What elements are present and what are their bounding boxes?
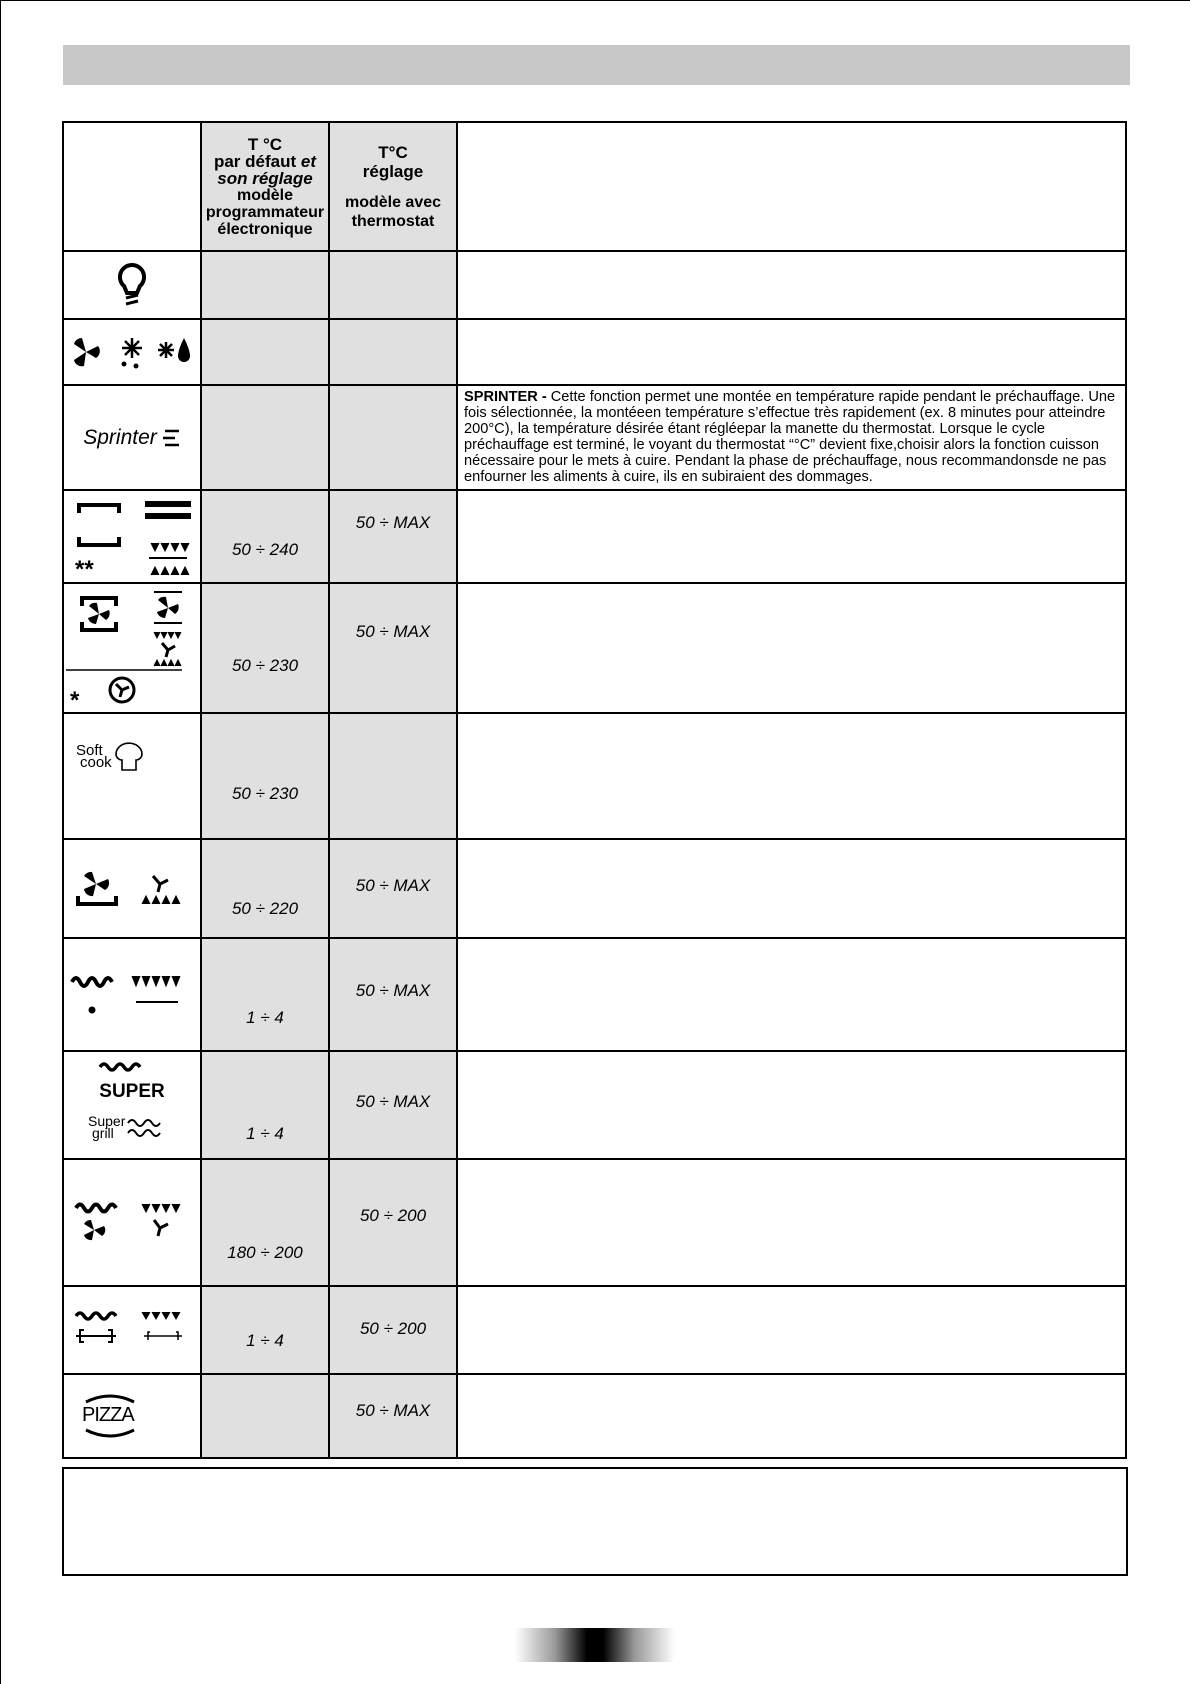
description-cell [457,713,1126,839]
description [458,1415,1125,1417]
description [458,536,1125,538]
description [458,1104,1125,1106]
table-row [63,1051,1126,1159]
temp-default: 1 ÷ 4 [246,1008,284,1027]
temp-default-cell [201,385,329,490]
table-row [63,1374,1126,1458]
description-cell [457,1286,1126,1374]
temp-thermostat-cell [329,1159,457,1286]
description-cell [457,1051,1126,1159]
icon-cell [63,319,201,385]
temp-thermostat-cell [329,319,457,385]
temp-thermostat-cell [329,1051,457,1159]
header-default-line2a: par défaut [213,151,297,171]
header-thermostat-line3: modèle avec [344,193,442,211]
temp-default-cell [201,713,329,839]
temp-thermostat-cell [329,839,457,938]
description [458,284,1125,286]
temp-thermostat-cell [329,1286,457,1374]
temp-default-cell [201,1159,329,1286]
grill-icon [64,970,200,1020]
description-cell [457,839,1126,938]
header-thermostat-line1: T°C [378,142,408,162]
header-default-line5: programmateur [205,203,325,221]
icon-cell [63,1051,201,1159]
icon-cell [63,1159,201,1286]
temp-default-cell [201,319,329,385]
description-cell [457,490,1126,583]
table-row [63,1159,1126,1286]
description-cell [457,251,1126,319]
temp-default-cell [201,490,329,583]
svg-text:*: * [70,687,80,710]
header-default-line1: T °C [247,134,283,154]
table-row [63,490,1126,583]
temp-default-cell [201,839,329,938]
header-thermostat-line2: réglage [362,161,424,181]
rotisserie-icon [64,1308,200,1352]
soft-cook-icon [76,744,156,780]
description: Cette fonction permet une montée en température rapide pendant le préchauffage. Une fois sélectionnée, la montéeen température s’effectue très rapidement (ex. 8 minutes pour atteindre 200°C), la température désirée étant régléepar la manette du thermostat. Lorsque le cycle préchauffage est terminé, le voyant du thermostat “°C” devient fixe,choisir alors la fonction cuisson nécessaire pour le mets à cuire. Pendant la phase de préchauffage, nous recommandonsde ne pas enfourner les aliments à cuire, ils en subiraient des dommages. [464,389,1116,485]
sprinter-label: Sprinter [83,425,157,449]
temp-thermostat: 50 ÷ MAX [355,876,431,895]
table-row [63,251,1126,319]
header-default-line4: modèle [236,186,293,204]
table-row [63,385,1126,490]
description [458,775,1125,777]
temp-thermostat: 50 ÷ 200 [359,1319,427,1338]
soft-label: Soft [76,742,103,759]
header-default-line2b: et [300,151,317,171]
temp-thermostat: 50 ÷ 200 [359,1206,427,1225]
temp-default: 50 ÷ 230 [231,656,299,675]
table-row [63,713,1126,839]
lamp-icon [64,260,200,310]
temp-default: 50 ÷ 240 [231,540,299,559]
page-number-tab [515,1628,675,1662]
pizza-icon [80,1390,140,1442]
description-cell [457,319,1126,385]
header-default-line3: son réglage [217,168,313,188]
temp-default: 1 ÷ 4 [246,1331,284,1350]
super-grill-icon [64,1057,200,1153]
table-row [63,319,1126,385]
conventional-icon [64,495,200,579]
temp-thermostat-cell [329,938,457,1051]
icon-cell [63,839,201,938]
description [458,1329,1125,1331]
header-thermostat-line4: thermostat [351,212,435,230]
section-header-bar [63,45,1130,85]
temp-default: 50 ÷ 230 [231,784,299,803]
temp-default-cell [201,1286,329,1374]
description-cell [457,1159,1126,1286]
fan-forced-icon [64,586,200,710]
page-border-top [0,0,1190,1]
temp-thermostat-cell [329,713,457,839]
temp-default-cell [201,938,329,1051]
header-default-temp [201,122,329,251]
temp-thermostat: 50 ÷ MAX [355,622,431,641]
temp-thermostat: 50 ÷ MAX [355,1401,431,1420]
header-default-line6: électronique [217,220,313,238]
super-small-label: Super [88,1113,126,1129]
fan-bottom-icon [64,864,200,914]
page-border-left [0,0,1,1684]
description [458,647,1125,649]
temp-default-cell [201,1374,329,1458]
table-header-row [63,122,1126,251]
sprinter-icon [83,426,181,450]
temp-default-cell [201,1051,329,1159]
description-cell [457,938,1126,1051]
header-icon-cell [63,122,201,251]
temp-thermostat-cell [329,583,457,713]
temp-default-cell [201,583,329,713]
oven-functions-table [62,121,1127,1459]
description [458,351,1125,353]
icon-cell [63,251,201,319]
icon-cell [63,385,201,490]
icon-cell [63,1286,201,1374]
description-cell [457,385,1126,490]
icon-cell [63,1374,201,1458]
header-description-cell [457,122,1126,251]
icon-cell [63,713,201,839]
table-row [63,1286,1126,1374]
svg-text:**: ** [75,555,94,579]
description-block [458,386,1125,485]
table-row [63,938,1126,1051]
defrost-icons [64,332,200,372]
icon-cell [63,938,201,1051]
pizza-label: PIZZA [82,1404,134,1426]
temp-thermostat: 50 ÷ MAX [355,1092,431,1111]
super-label: SUPER [99,1081,165,1102]
temp-default: 1 ÷ 4 [246,1124,284,1143]
description-cell [457,583,1126,713]
description-cell [457,1374,1126,1458]
description-lead: SPRINTER - [464,389,547,405]
notes-box [62,1467,1128,1576]
temp-thermostat: 50 ÷ MAX [355,513,431,532]
icon-cell [63,583,201,713]
table-row [63,583,1126,713]
temp-default-cell [201,251,329,319]
cook-label: cook [80,754,112,771]
description [458,888,1125,890]
description [458,1222,1125,1224]
temp-default: 180 ÷ 200 [227,1243,303,1262]
temp-thermostat-cell [329,490,457,583]
temp-thermostat: 50 ÷ MAX [355,981,431,1000]
temp-thermostat-cell [329,1374,457,1458]
header-thermostat-temp [329,122,457,251]
table-row [63,839,1126,938]
description [458,994,1125,996]
icon-cell [63,490,201,583]
fan-grill-icon [64,1198,200,1248]
temp-thermostat-cell [329,385,457,490]
temp-default: 50 ÷ 220 [231,899,299,918]
temp-thermostat-cell [329,251,457,319]
grill-small-label: grill [92,1125,114,1141]
